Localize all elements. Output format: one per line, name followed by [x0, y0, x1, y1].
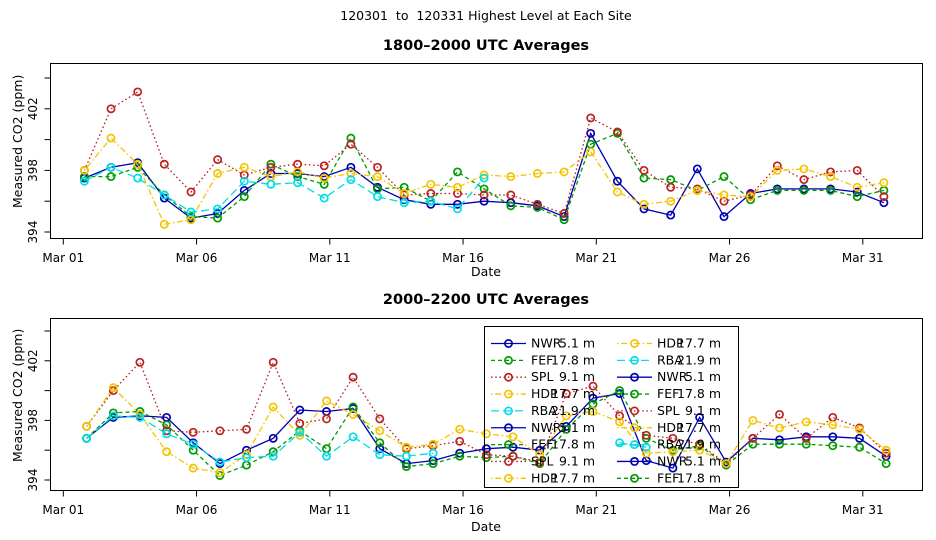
- legend-site-height: 5.1 m: [684, 369, 721, 385]
- x-tick-label: Mar 06: [175, 503, 218, 517]
- legend-site-height: 17.8 m: [551, 352, 595, 368]
- legend-site-name: SPL: [657, 402, 680, 418]
- x-tick-label: Mar 11: [308, 503, 351, 517]
- panel1-x-axis-label: Date: [471, 264, 501, 279]
- data-point-SPL: [270, 359, 277, 366]
- x-tick-label: Mar 21: [575, 503, 618, 517]
- legend-site-name: HDP: [657, 419, 684, 435]
- legend-site-height: 17.8 m: [551, 436, 595, 452]
- x-tick-label: Mar 01: [42, 503, 85, 517]
- x-tick-label: Mar 21: [575, 251, 618, 265]
- y-tick-label: 402: [26, 349, 40, 373]
- x-tick-label: Mar 06: [175, 251, 218, 265]
- panel1-y-axis-label: Measured CO2 (ppm): [10, 74, 25, 208]
- data-point-HDP: [107, 135, 114, 142]
- legend-site-height: 17.8 m: [677, 470, 721, 486]
- x-tick-label: Mar 31: [841, 503, 884, 517]
- data-point-FEF: [720, 173, 727, 180]
- legend-site-name: NWR: [657, 369, 688, 385]
- x-tick-label: Mar 26: [708, 251, 751, 265]
- y-tick-label: 398: [26, 158, 40, 182]
- legend-site-height: 21.9 m: [677, 436, 721, 452]
- data-point-FEF: [323, 445, 330, 452]
- data-point-SPL: [136, 359, 143, 366]
- legend-site-height: 17.7 m: [677, 335, 721, 351]
- panel2-title: 2000–2200 UTC Averages: [382, 292, 590, 308]
- legend-site-name: HDP: [531, 386, 558, 402]
- panel2-y-axis-label: Measured CO2 (ppm): [10, 328, 25, 462]
- legend-site-name: SPL: [531, 453, 554, 469]
- legend-site-height: 9.1 m: [684, 402, 721, 418]
- legend-site-name: FEF: [531, 352, 554, 368]
- panel1-title: 1800–2000 UTC Averages: [382, 38, 590, 54]
- legend-site-name: RBA: [657, 352, 683, 368]
- panel2-x-axis-label: Date: [471, 519, 501, 534]
- legend-site-height: 5.1 m: [558, 335, 595, 351]
- y-tick-label: 402: [26, 97, 40, 121]
- x-tick-label: Mar 26: [708, 503, 751, 517]
- x-tick-label: Mar 16: [442, 503, 484, 517]
- legend-site-name: RBA: [531, 402, 557, 418]
- legend-site-height: 17.8 m: [677, 386, 721, 402]
- legend-site-name: FEF: [657, 386, 680, 402]
- data-point-SPL: [134, 88, 141, 95]
- data-point-RBA: [454, 205, 461, 212]
- data-point-HDP: [323, 397, 330, 404]
- data-point-SPL: [161, 161, 168, 168]
- x-tick-label: Mar 11: [308, 251, 351, 265]
- legend-site-height: 17.7 m: [677, 419, 721, 435]
- legend-site-height: 9.1 m: [558, 369, 595, 385]
- legend-site-height: 17.7 m: [551, 470, 595, 486]
- data-point-SPL: [107, 105, 114, 112]
- legend-site-name: FEF: [531, 436, 554, 452]
- legend-site-height: 5.1 m: [684, 453, 721, 469]
- data-point-RBA: [350, 433, 357, 440]
- legend-site-name: FEF: [657, 470, 680, 486]
- legend-site-name: NWR: [531, 335, 562, 351]
- data-point-SPL: [587, 114, 594, 121]
- panel2-plot-box: [51, 319, 923, 491]
- legend-site-name: NWR: [531, 419, 562, 435]
- y-tick-label: 394: [26, 468, 40, 492]
- data-point-FEF: [243, 462, 250, 469]
- legend-site-name: HDP: [531, 470, 558, 486]
- legend-site-name: HDP: [657, 335, 684, 351]
- legend-site-height: 5.1 m: [558, 419, 595, 435]
- data-point-SPL: [376, 415, 383, 422]
- series-line-FEF-panel1: [84, 133, 884, 219]
- x-tick-label: Mar 01: [42, 251, 85, 265]
- data-point-SPL: [243, 426, 250, 433]
- main-title: 120301 to 120331 Highest Level at Each Site: [340, 8, 632, 23]
- legend-site-height: 17.7 m: [551, 386, 595, 402]
- x-tick-label: Mar 31: [841, 251, 884, 265]
- series-line-FEF-panel2: [87, 391, 887, 476]
- data-point-SPL: [829, 414, 836, 421]
- panel1-plot-box: [51, 64, 923, 239]
- y-tick-label: 394: [26, 220, 40, 244]
- legend-site-height: 21.9 m: [677, 352, 721, 368]
- data-point-SPL: [350, 374, 357, 381]
- legend-site-name: RBA: [657, 436, 683, 452]
- data-point-HDP: [880, 179, 887, 186]
- data-point-RBA: [134, 175, 141, 182]
- data-point-HDP: [163, 448, 170, 455]
- legend-site-name: NWR: [657, 453, 688, 469]
- data-point-FEF: [454, 168, 461, 175]
- legend-site-height: 21.9 m: [551, 402, 595, 418]
- x-tick-label: Mar 16: [442, 251, 484, 265]
- y-tick-label: 398: [26, 408, 40, 432]
- legend-site-name: SPL: [531, 369, 554, 385]
- legend-site-height: 9.1 m: [558, 453, 595, 469]
